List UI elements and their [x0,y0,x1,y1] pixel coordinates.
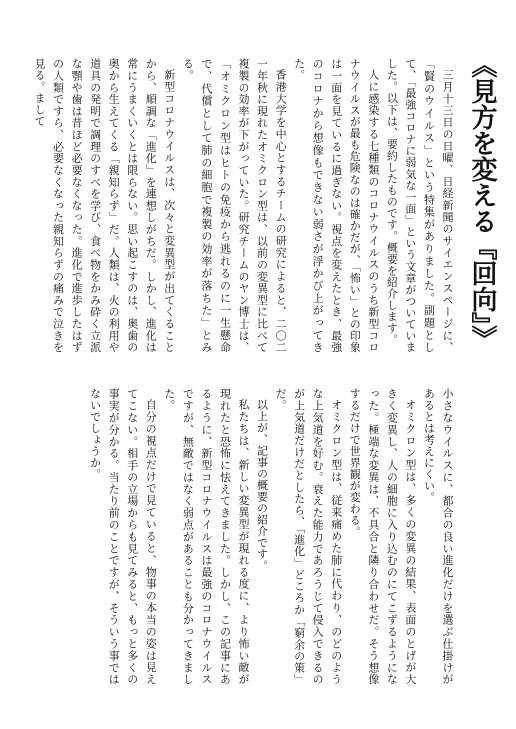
body-paragraph: 新型コロナウイルスは、次々と変異型が出てくることから、順調な「進化」を連想しがちだ。しかし、進化は常にうまくいくとは限らない。思い起こすのは、奥歯の奥から生えてくる「親知らず」だ。人類は、火の利用や道具の発明で調理のすべを学び、食べ物をかみ砕く立派な顎や歯は昔ほど必要なくなった。進化で進歩したはずの人類ですら、必要なくなった親知らずの痛みで泣きを見る。まして [32,58,176,353]
body-paragraph: 香港大学を中心とするチームの研究によると、二〇二一年秋に現れたオミクロン型は、以前の変異型に比べて複製の効率が下がっていた。研究チームのヤン博士は、「オミクロン型はヒトの免疫から逃れるのに一生懸命で、代償として肺の細胞で複製の効率が落ちた」とみる。 [181,58,288,353]
body-paragraph: 小さなウイルスに、都合の良い進化だけを選ぶ仕掛けがあるとは考えにくい。 [422,388,454,685]
body-paragraph: 人に感染する七種類のコロナウイルスのうち新型コロナウイルスが最も危険なのは確かだが、「怖い」との印象は一面を見ているに過ぎない。視点を変えたとき、最強のコロナから想像もできない弱さが浮かび上がってきた。 [292,58,380,353]
body-paragraph: オミクロン型は、従来痛めた肺に代わり、のどのような上気道を好む。衰えた能力であろうじて侵入できるのが上気道だけだとしたら、「進化」どころか「窮余の策」だ。 [274,388,343,685]
body-paragraph: 自分の視点だけで見ていると、物事の本当の姿は見えてこない。相手の立場からも見てみると、もっと多くの事実が分かる。当たり前のことですが、そういう事ではないでしょうか。 [88,388,158,685]
body-paragraph: 三月十三日の日曜、日経新聞のサイエンスページに、「賢のウイルス」という特集がありました。副題として、「最強コロナに弱気な一面」という文章がついていました。以下は、要約したものです。概要を紹介します。 [385,58,454,353]
body-paragraph: 私たちは、新しい変異型が現れる度に、より怖い敵が現れたと恐怖に怯えてきました。しかし、この記事にあるように、新型コロナウイルスは最強のコロナウイルスですが、無敵ではなく弱点があることも分かってきました。 [162,388,250,685]
body-paragraph: 以上が、記事の概要の紹介です。 [255,399,269,572]
article-body-upper [32,58,456,353]
article-title: 《見方を変える『回向』》 [467,52,497,351]
article-body-lower [76,388,456,685]
body-paragraph: オミクロン型は、多くの変異の結果、表面のとげが大きく変異し、人の細胞に入り込むのにてこずるようになった。極端な変異は、不具合と隣り合わせだ。そう想像するだけで世界観が変わる。 [348,388,417,685]
